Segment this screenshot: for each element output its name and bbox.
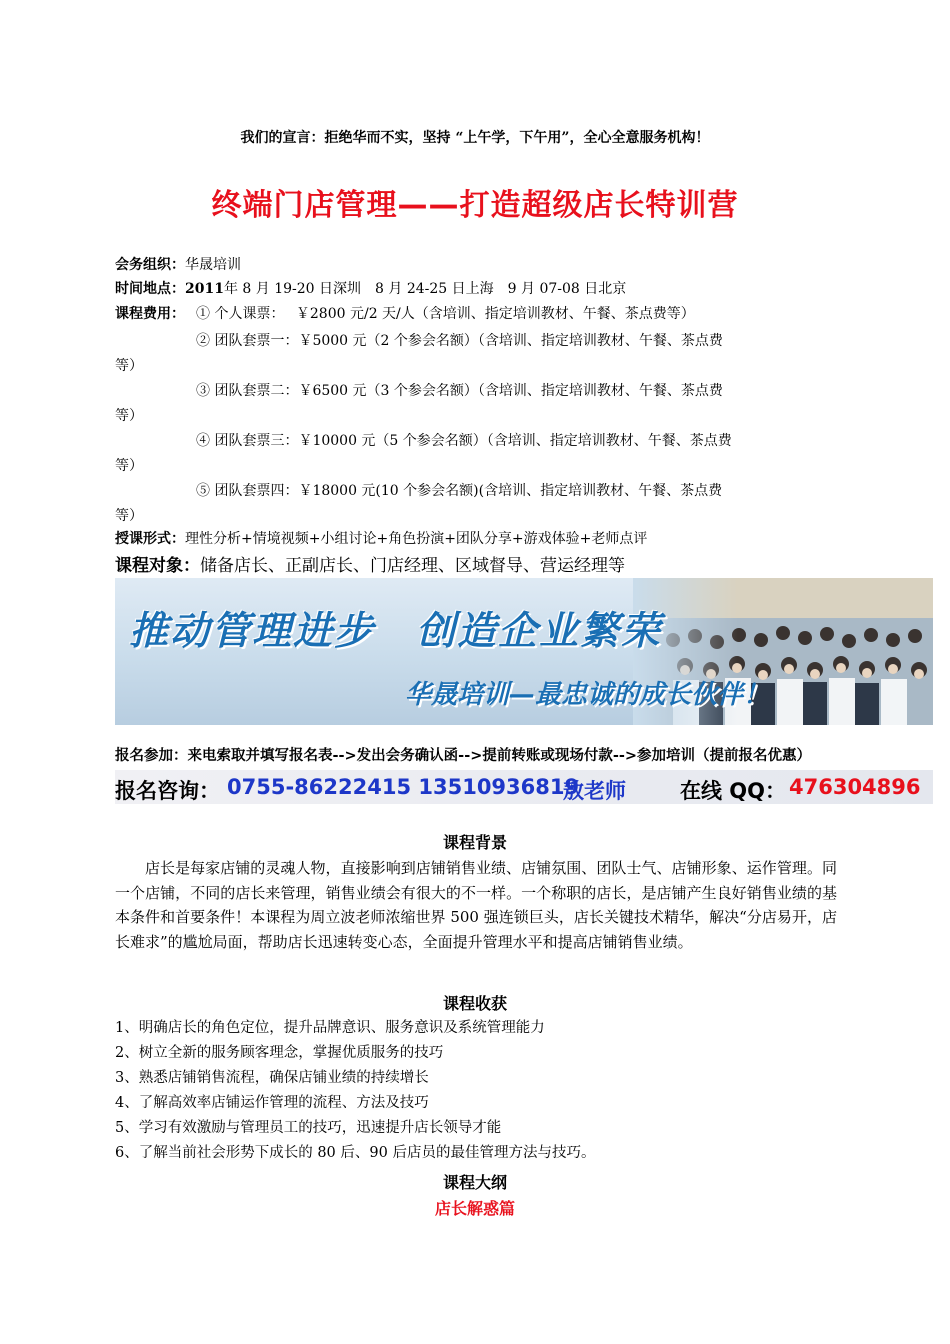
outline-heading: 课程大纲 — [442, 1173, 507, 1192]
gain-item-6: 6、了解当前社会形势下成长的 80 后、90 后店员的最佳管理方法与技巧。 — [115, 1145, 596, 1161]
fees-label: 课程费用： — [115, 306, 185, 322]
gain-item-4: 4、了解高效率店铺运作管理的流程、方法及技巧 — [115, 1095, 429, 1111]
fee-item-4-cont: 等） — [115, 458, 143, 474]
fee-item-4: ④ 团队套票三：￥10000 元（5 个参会名额）（含培训、指定培训教材、午餐、茶点费 — [196, 433, 732, 449]
banner-image — [115, 578, 933, 725]
banner-subtitle: 华晟培训—最忠诚的成长伙伴！ — [405, 680, 770, 710]
fee-item-3: ③ 团队套票二：￥6500 元（3 个参会名额）（含培训、指定培训教材、午餐、茶点费 — [196, 383, 723, 399]
consult-phones: 0755-86222415 13510936819 — [227, 775, 580, 799]
fee-item-5: ⑤ 团队套票四：￥18000 元(10 个参会名额)(含培训、指定培训教材、午餐、茶点费 — [196, 483, 723, 499]
gains-heading: 课程收获 — [442, 994, 507, 1013]
gain-item-2: 2、树立全新的服务顾客理念，掌握优质服务的技巧 — [115, 1045, 444, 1061]
fee-item-2-cont: 等） — [115, 358, 143, 374]
schedule-value: 年 8 月 19-20 日深圳 8 月 24-25 日上海 9 月 07-08 日北京 — [223, 281, 627, 297]
gain-item-5: 5、学习有效激励与管理员工的技巧，迅速提升店长领导才能 — [115, 1120, 502, 1136]
audience-value: 储备店长、正副店长、门店经理、区域督导、营运经理等 — [200, 556, 625, 576]
consult-qq: 476304896 — [789, 775, 921, 799]
consult-label: 报名咨询： — [115, 779, 220, 803]
schedule-label: 时间地点： — [115, 281, 185, 297]
outline-chapter: 店长解惑篇 — [434, 1199, 515, 1218]
gain-item-1: 1、明确店长的角色定位，提升品牌意识、服务意识及系统管理能力 — [115, 1020, 545, 1036]
background-heading: 课程背景 — [442, 833, 507, 852]
banner-slogan: 推动管理进步 创造企业繁荣 — [129, 609, 663, 654]
schedule-line — [115, 278, 626, 298]
organizer-label: 会务组织： — [115, 257, 185, 273]
fee-item-3-cont: 等） — [115, 408, 143, 424]
schedule-year: 2011 — [185, 281, 224, 297]
organizer-value: 华晟培训 — [185, 257, 241, 273]
consult-bar — [115, 770, 933, 804]
background-text: 店长是每家店铺的灵魂人物，直接影响到店铺销售业绩、店铺氛围、团队士气、店铺形象、运作管理。同一个店铺，不同的店长来管理，销售业绩会有很大的不一样。一个称职的店长，是店铺产生良好销售业绩的基本条件和首要条件！本课程为周立波老师浓缩世界 500 强连锁巨头，店长关键技术精华，解决“分店易开，店长难求”的尴尬局面，帮助店长迅速转变心态，全面提升管理水平和提高店铺销售业绩。 — [115, 859, 837, 951]
format-line — [115, 528, 647, 548]
audience-line — [115, 551, 625, 576]
motto: 我们的宣言：拒绝华而不实，坚持 “上午学，下午用”，全心全意服务机构！ — [240, 130, 710, 146]
format-value: 理性分析+情境视频+小组讨论+角色扮演+团队分享+游戏体验+老师点评 — [185, 531, 648, 547]
fee-item-1: ① 个人课票： ￥2800 元/2 天/人（含培训、指定培训教材、午餐、茶点费等） — [196, 306, 695, 322]
format-label: 授课形式： — [115, 531, 185, 547]
page-title: 终端门店管理——打造超级店长特训营 — [211, 188, 739, 223]
organizer-line — [115, 254, 241, 274]
registration-steps: 报名参加：来电索取并填写报名表-->发出会务确认函-->提前转账或现场付款-->参加培训（提前报名优惠） — [115, 748, 812, 764]
consult-qq-label: 在线 QQ： — [680, 779, 787, 803]
audience-label: 课程对象： — [115, 556, 200, 576]
fee-item-5-cont: 等） — [115, 508, 143, 524]
consult-teacher: 敖老师 — [563, 779, 626, 803]
gain-item-3: 3、熟悉店铺销售流程，确保店铺业绩的持续增长 — [115, 1070, 429, 1086]
fee-item-2: ② 团队套票一：￥5000 元（2 个参会名额）（含培训、指定培训教材、午餐、茶点费 — [196, 333, 723, 349]
